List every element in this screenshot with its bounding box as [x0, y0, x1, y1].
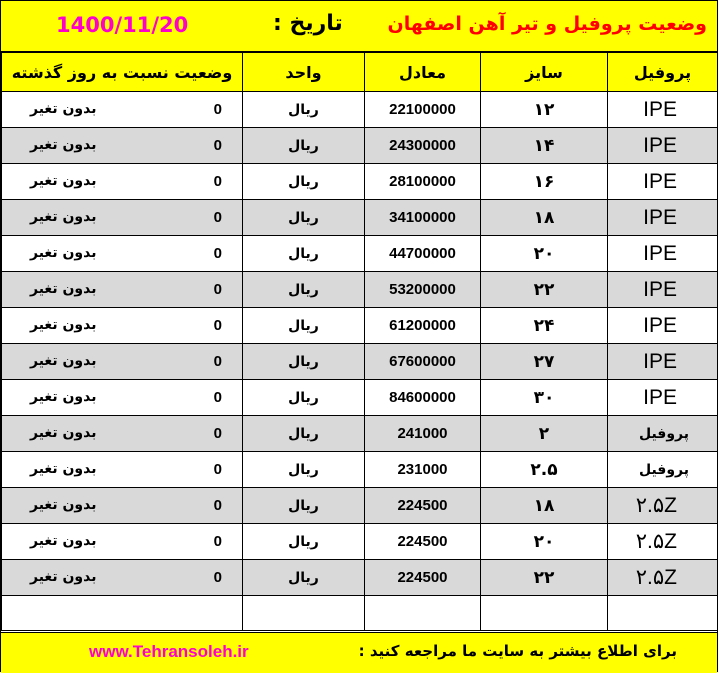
cell-change: [2, 128, 243, 164]
cell-size: ۲۲: [481, 272, 608, 308]
change-status: بدون تغیر: [30, 461, 97, 477]
cell-unit: ریال: [243, 524, 365, 560]
change-status: بدون تغیر: [30, 317, 97, 333]
table-row: [2, 236, 718, 272]
change-status: بدون تغیر: [30, 497, 97, 513]
change-status: بدون تغیر: [30, 281, 97, 297]
cell-change: [2, 488, 243, 524]
cell-change: [2, 452, 243, 488]
empty-cell: [481, 596, 608, 631]
cell-size: ۱۴: [481, 128, 608, 164]
cell-price: 44700000: [365, 236, 481, 272]
cell-unit: ریال: [243, 236, 365, 272]
col-header-size: سایز: [481, 53, 608, 92]
cell-profile: IPE: [608, 236, 718, 272]
cell-price: 28100000: [365, 164, 481, 200]
cell-price: 34100000: [365, 200, 481, 236]
cell-profile: IPE: [608, 200, 718, 236]
cell-profile: IPE: [608, 92, 718, 128]
table-row: [2, 380, 718, 416]
cell-size: ۲۰: [481, 524, 608, 560]
empty-cell: [2, 596, 243, 631]
cell-unit: ریال: [243, 416, 365, 452]
change-value: 0: [213, 569, 222, 586]
change-value: 0: [213, 533, 222, 550]
cell-size: ۲۷: [481, 344, 608, 380]
table-row: [2, 128, 718, 164]
change-value: 0: [213, 317, 222, 334]
cell-price: 53200000: [365, 272, 481, 308]
cell-change: [2, 560, 243, 596]
cell-change: [2, 524, 243, 560]
cell-unit: ریال: [243, 452, 365, 488]
cell-profile: ۲.۵Z: [608, 524, 718, 560]
change-status: بدون تغیر: [30, 173, 97, 189]
header-bar: [1, 1, 717, 52]
change-value: 0: [213, 281, 222, 298]
cell-change: [2, 92, 243, 128]
cell-change: [2, 164, 243, 200]
change-value: 0: [213, 245, 222, 262]
change-value: 0: [213, 101, 222, 118]
cell-size: ۱۲: [481, 92, 608, 128]
cell-unit: ریال: [243, 344, 365, 380]
cell-unit: ریال: [243, 164, 365, 200]
change-value: 0: [213, 209, 222, 226]
table-row: [2, 92, 718, 128]
cell-price: 67600000: [365, 344, 481, 380]
cell-change: [2, 416, 243, 452]
price-table: [1, 52, 718, 631]
cell-profile: ۲.۵Z: [608, 488, 718, 524]
cell-change: [2, 344, 243, 380]
cell-size: ۱۶: [481, 164, 608, 200]
empty-cell: [608, 596, 718, 631]
cell-unit: ریال: [243, 272, 365, 308]
cell-profile: IPE: [608, 380, 718, 416]
cell-profile: IPE: [608, 128, 718, 164]
table-row: [2, 344, 718, 380]
change-status: بدون تغیر: [30, 353, 97, 369]
cell-size: ۱۸: [481, 200, 608, 236]
cell-change: [2, 380, 243, 416]
cell-profile: IPE: [608, 344, 718, 380]
empty-cell: [243, 596, 365, 631]
col-header-profile: پروفیل: [608, 53, 718, 92]
cell-profile: پروفیل: [608, 452, 718, 488]
cell-unit: ریال: [243, 560, 365, 596]
change-status: بدون تغیر: [30, 209, 97, 225]
table-row: [2, 308, 718, 344]
cell-size: ۳۰: [481, 380, 608, 416]
cell-profile: ۲.۵Z: [608, 560, 718, 596]
cell-change: [2, 272, 243, 308]
change-status: بدون تغیر: [30, 425, 97, 441]
col-header-price: معادل: [365, 53, 481, 92]
cell-unit: ریال: [243, 380, 365, 416]
cell-size: ۲۴: [481, 308, 608, 344]
cell-size: ۲.۵: [481, 452, 608, 488]
empty-cell: [365, 596, 481, 631]
cell-price: 224500: [365, 488, 481, 524]
table-row: [2, 164, 718, 200]
date-label: تاریخ :: [273, 11, 343, 36]
footer-note: برای اطلاع بیشتر به سایت ما مراجعه کنید :: [358, 642, 677, 660]
change-status: بدون تغیر: [30, 533, 97, 549]
cell-unit: ریال: [243, 92, 365, 128]
change-value: 0: [213, 353, 222, 370]
cell-price: 224500: [365, 560, 481, 596]
col-header-unit: واحد: [243, 53, 365, 92]
website-link[interactable]: www.Tehransoleh.ir: [89, 642, 249, 661]
cell-size: ۱۸: [481, 488, 608, 524]
cell-unit: ریال: [243, 200, 365, 236]
table-row: [2, 200, 718, 236]
cell-unit: ریال: [243, 488, 365, 524]
change-status: بدون تغیر: [30, 101, 97, 117]
cell-price: 24300000: [365, 128, 481, 164]
table-row: [2, 524, 718, 560]
change-value: 0: [213, 461, 222, 478]
cell-price: 224500: [365, 524, 481, 560]
change-value: 0: [213, 173, 222, 190]
cell-price: 84600000: [365, 380, 481, 416]
cell-change: [2, 200, 243, 236]
cell-change: [2, 236, 243, 272]
cell-price: 61200000: [365, 308, 481, 344]
cell-profile: IPE: [608, 272, 718, 308]
sheet-title: وضعیت پروفیل و تیر آهن اصفهان: [387, 13, 707, 35]
table-row: [2, 488, 718, 524]
change-status: بدون تغیر: [30, 569, 97, 585]
empty-row: [2, 596, 718, 631]
cell-profile: پروفیل: [608, 416, 718, 452]
cell-profile: IPE: [608, 164, 718, 200]
cell-size: ۲۲: [481, 560, 608, 596]
table-body: [2, 92, 718, 631]
cell-price: 22100000: [365, 92, 481, 128]
table-row: [2, 416, 718, 452]
change-status: بدون تغیر: [30, 245, 97, 261]
change-value: 0: [213, 389, 222, 406]
cell-size: ۲۰: [481, 236, 608, 272]
date-value: 1400/11/20: [56, 13, 189, 37]
cell-change: [2, 308, 243, 344]
change-value: 0: [213, 137, 222, 154]
col-header-change: وضعیت نسبت به روز گذشته: [2, 53, 243, 92]
table-row: [2, 272, 718, 308]
change-value: 0: [213, 497, 222, 514]
change-status: بدون تغیر: [30, 389, 97, 405]
change-value: 0: [213, 425, 222, 442]
cell-size: ۲: [481, 416, 608, 452]
footer-bar: [1, 632, 717, 673]
change-status: بدون تغیر: [30, 137, 97, 153]
cell-price: 241000: [365, 416, 481, 452]
table-row: [2, 560, 718, 596]
table-header-row: [2, 53, 718, 92]
cell-unit: ریال: [243, 128, 365, 164]
cell-price: 231000: [365, 452, 481, 488]
cell-unit: ریال: [243, 308, 365, 344]
table-row: [2, 452, 718, 488]
cell-profile: IPE: [608, 308, 718, 344]
